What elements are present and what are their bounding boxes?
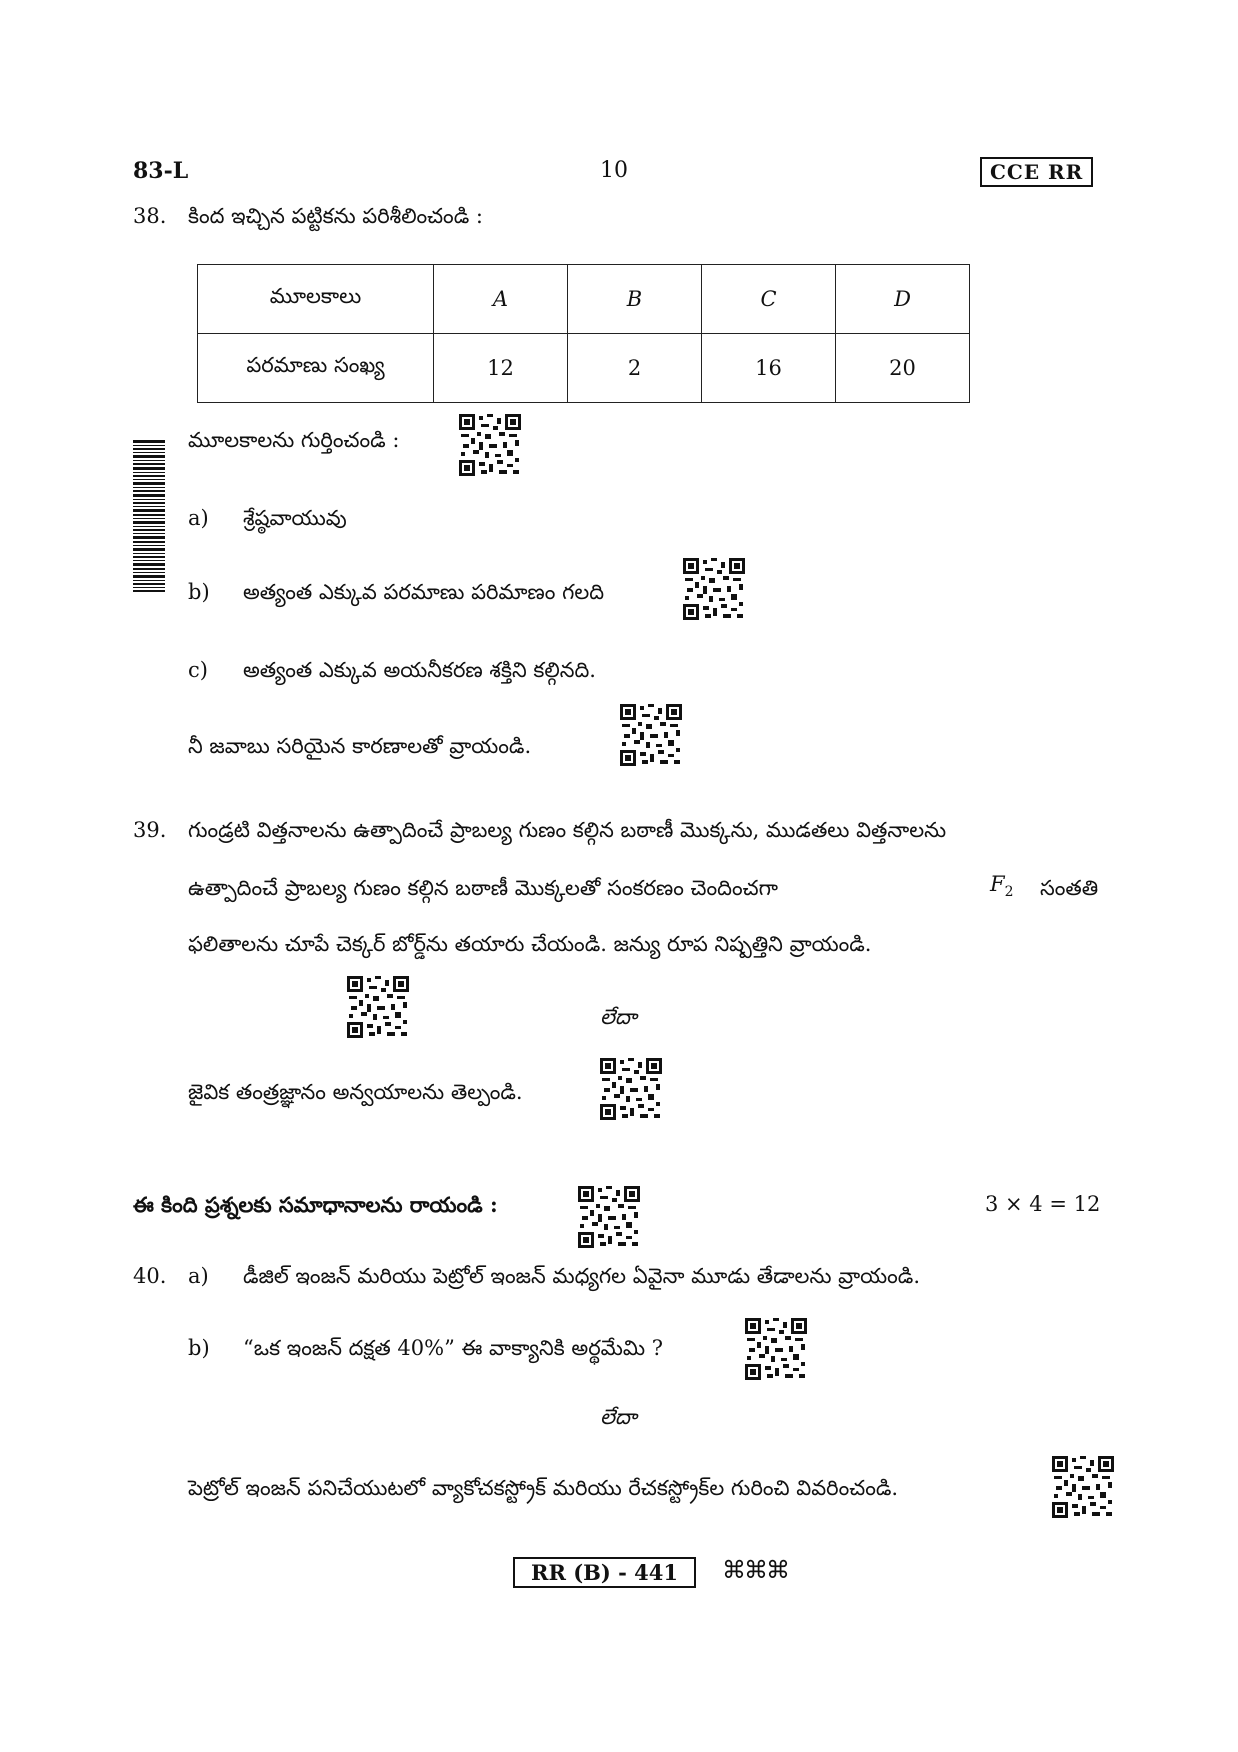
- question-number-38: 38.: [133, 204, 167, 228]
- series-badge: CCE RR: [980, 157, 1093, 187]
- option-label-a: a): [188, 1264, 209, 1288]
- question-39-line-2: ఉత్పాదించే ప్రాబల్య గుణం కల్గిన బఠాణీ మొక్కలతో సంకరణం చెందించగా: [188, 876, 778, 900]
- question-39-line-2-end: సంతతి: [1040, 876, 1099, 900]
- table-cell: 2: [568, 334, 702, 403]
- qr-code-icon[interactable]: [745, 1318, 807, 1380]
- question-40-alternative: పెట్రోల్ ఇంజన్ పనిచేయుటలో వ్యాకోచకస్ట్రోక్ మరియు రేచకస్ట్రోక్‌ల గురించి వివరించండి.: [188, 1476, 899, 1500]
- option-label-b: b): [188, 580, 210, 604]
- table-header-atomic-number: పరమాణు సంఖ్య: [198, 334, 434, 403]
- option-label-b: b): [188, 1336, 210, 1360]
- qr-code-icon[interactable]: [578, 1186, 640, 1248]
- option-text-b: “ఒక ఇంజన్ దక్షత 40%” ఈ వాక్యానికి అర్థమేమి ?: [243, 1336, 664, 1360]
- table-row: [198, 265, 970, 334]
- paper-code: 83-L: [133, 158, 189, 184]
- table-cell: 16: [702, 334, 836, 403]
- option-text-a: డీజిల్ ఇంజన్ మరియు పెట్రోల్ ఇంజన్ మధ్యగల ఏవైనా మూడు తేడాలను వ్రాయండి.: [243, 1264, 921, 1288]
- table-cell: C: [702, 265, 836, 334]
- table-cell: 12: [434, 334, 568, 403]
- identify-instruction: మూలకాలను గుర్తించండి :: [188, 428, 400, 452]
- qr-code-icon[interactable]: [600, 1058, 662, 1120]
- table-cell: A: [434, 265, 568, 334]
- question-number-40: 40.: [133, 1264, 167, 1288]
- elements-table: [197, 264, 970, 403]
- question-38-prompt: కింద ఇచ్చిన పట్టికను పరిశీలించండి :: [188, 204, 483, 228]
- qr-code-icon[interactable]: [1052, 1456, 1114, 1518]
- table-cell: B: [568, 265, 702, 334]
- section-marks: 3 × 4 = 12: [985, 1192, 1101, 1216]
- qr-code-icon[interactable]: [683, 558, 745, 620]
- question-39-alternative: జైవిక తంత్రజ్ఞానం అన్వయాలను తెల్పండి.: [188, 1080, 523, 1104]
- option-text-c: అత్యంత ఎక్కువ అయనీకరణ శక్తిని కల్గినది.: [243, 658, 596, 682]
- f2-symbol: $F_2$: [990, 872, 1014, 901]
- question-39-line-1: గుండ్రటి విత్తనాలను ఉత్పాదించే ప్రాబల్య గుణం కల్గిన బఠాణీ మొక్కను, ముడతలు విత్తనాలను: [188, 818, 947, 842]
- barcode-icon: [133, 440, 165, 592]
- table-cell: D: [836, 265, 970, 334]
- reason-instruction: నీ జవాబు సరియైన కారణాలతో వ్రాయండి.: [188, 734, 532, 758]
- or-separator: లేదా: [600, 1405, 637, 1429]
- page-number: 10: [600, 158, 628, 183]
- or-separator: లేదా: [600, 1005, 637, 1029]
- footer-code: RR (B) - 441: [513, 1557, 696, 1588]
- option-label-c: c): [188, 658, 208, 682]
- question-number-39: 39.: [133, 818, 167, 842]
- option-label-a: a): [188, 506, 209, 530]
- qr-code-icon[interactable]: [459, 414, 521, 476]
- option-text-a: శ్రేష్ఠవాయువు: [243, 506, 347, 530]
- table-header-elements: మూలకాలు: [198, 265, 434, 334]
- question-39-line-3: ఫలితాలను చూపే చెక్కర్ బోర్డ్‌ను తయారు చేయండి. జన్యు రూప నిష్పత్తిని వ్రాయండి.: [188, 932, 872, 956]
- option-text-b: అత్యంత ఎక్కువ పరమాణు పరిమాణం గలది: [243, 580, 605, 604]
- qr-code-icon[interactable]: [347, 976, 409, 1038]
- table-row: [198, 334, 970, 403]
- ornament-icon: ⌘⌘⌘: [722, 1556, 788, 1584]
- section-instruction: ఈ కింది ప్రశ్నలకు సమాధానాలను రాయండి :: [133, 1192, 498, 1217]
- table-cell: 20: [836, 334, 970, 403]
- qr-code-icon[interactable]: [620, 704, 682, 766]
